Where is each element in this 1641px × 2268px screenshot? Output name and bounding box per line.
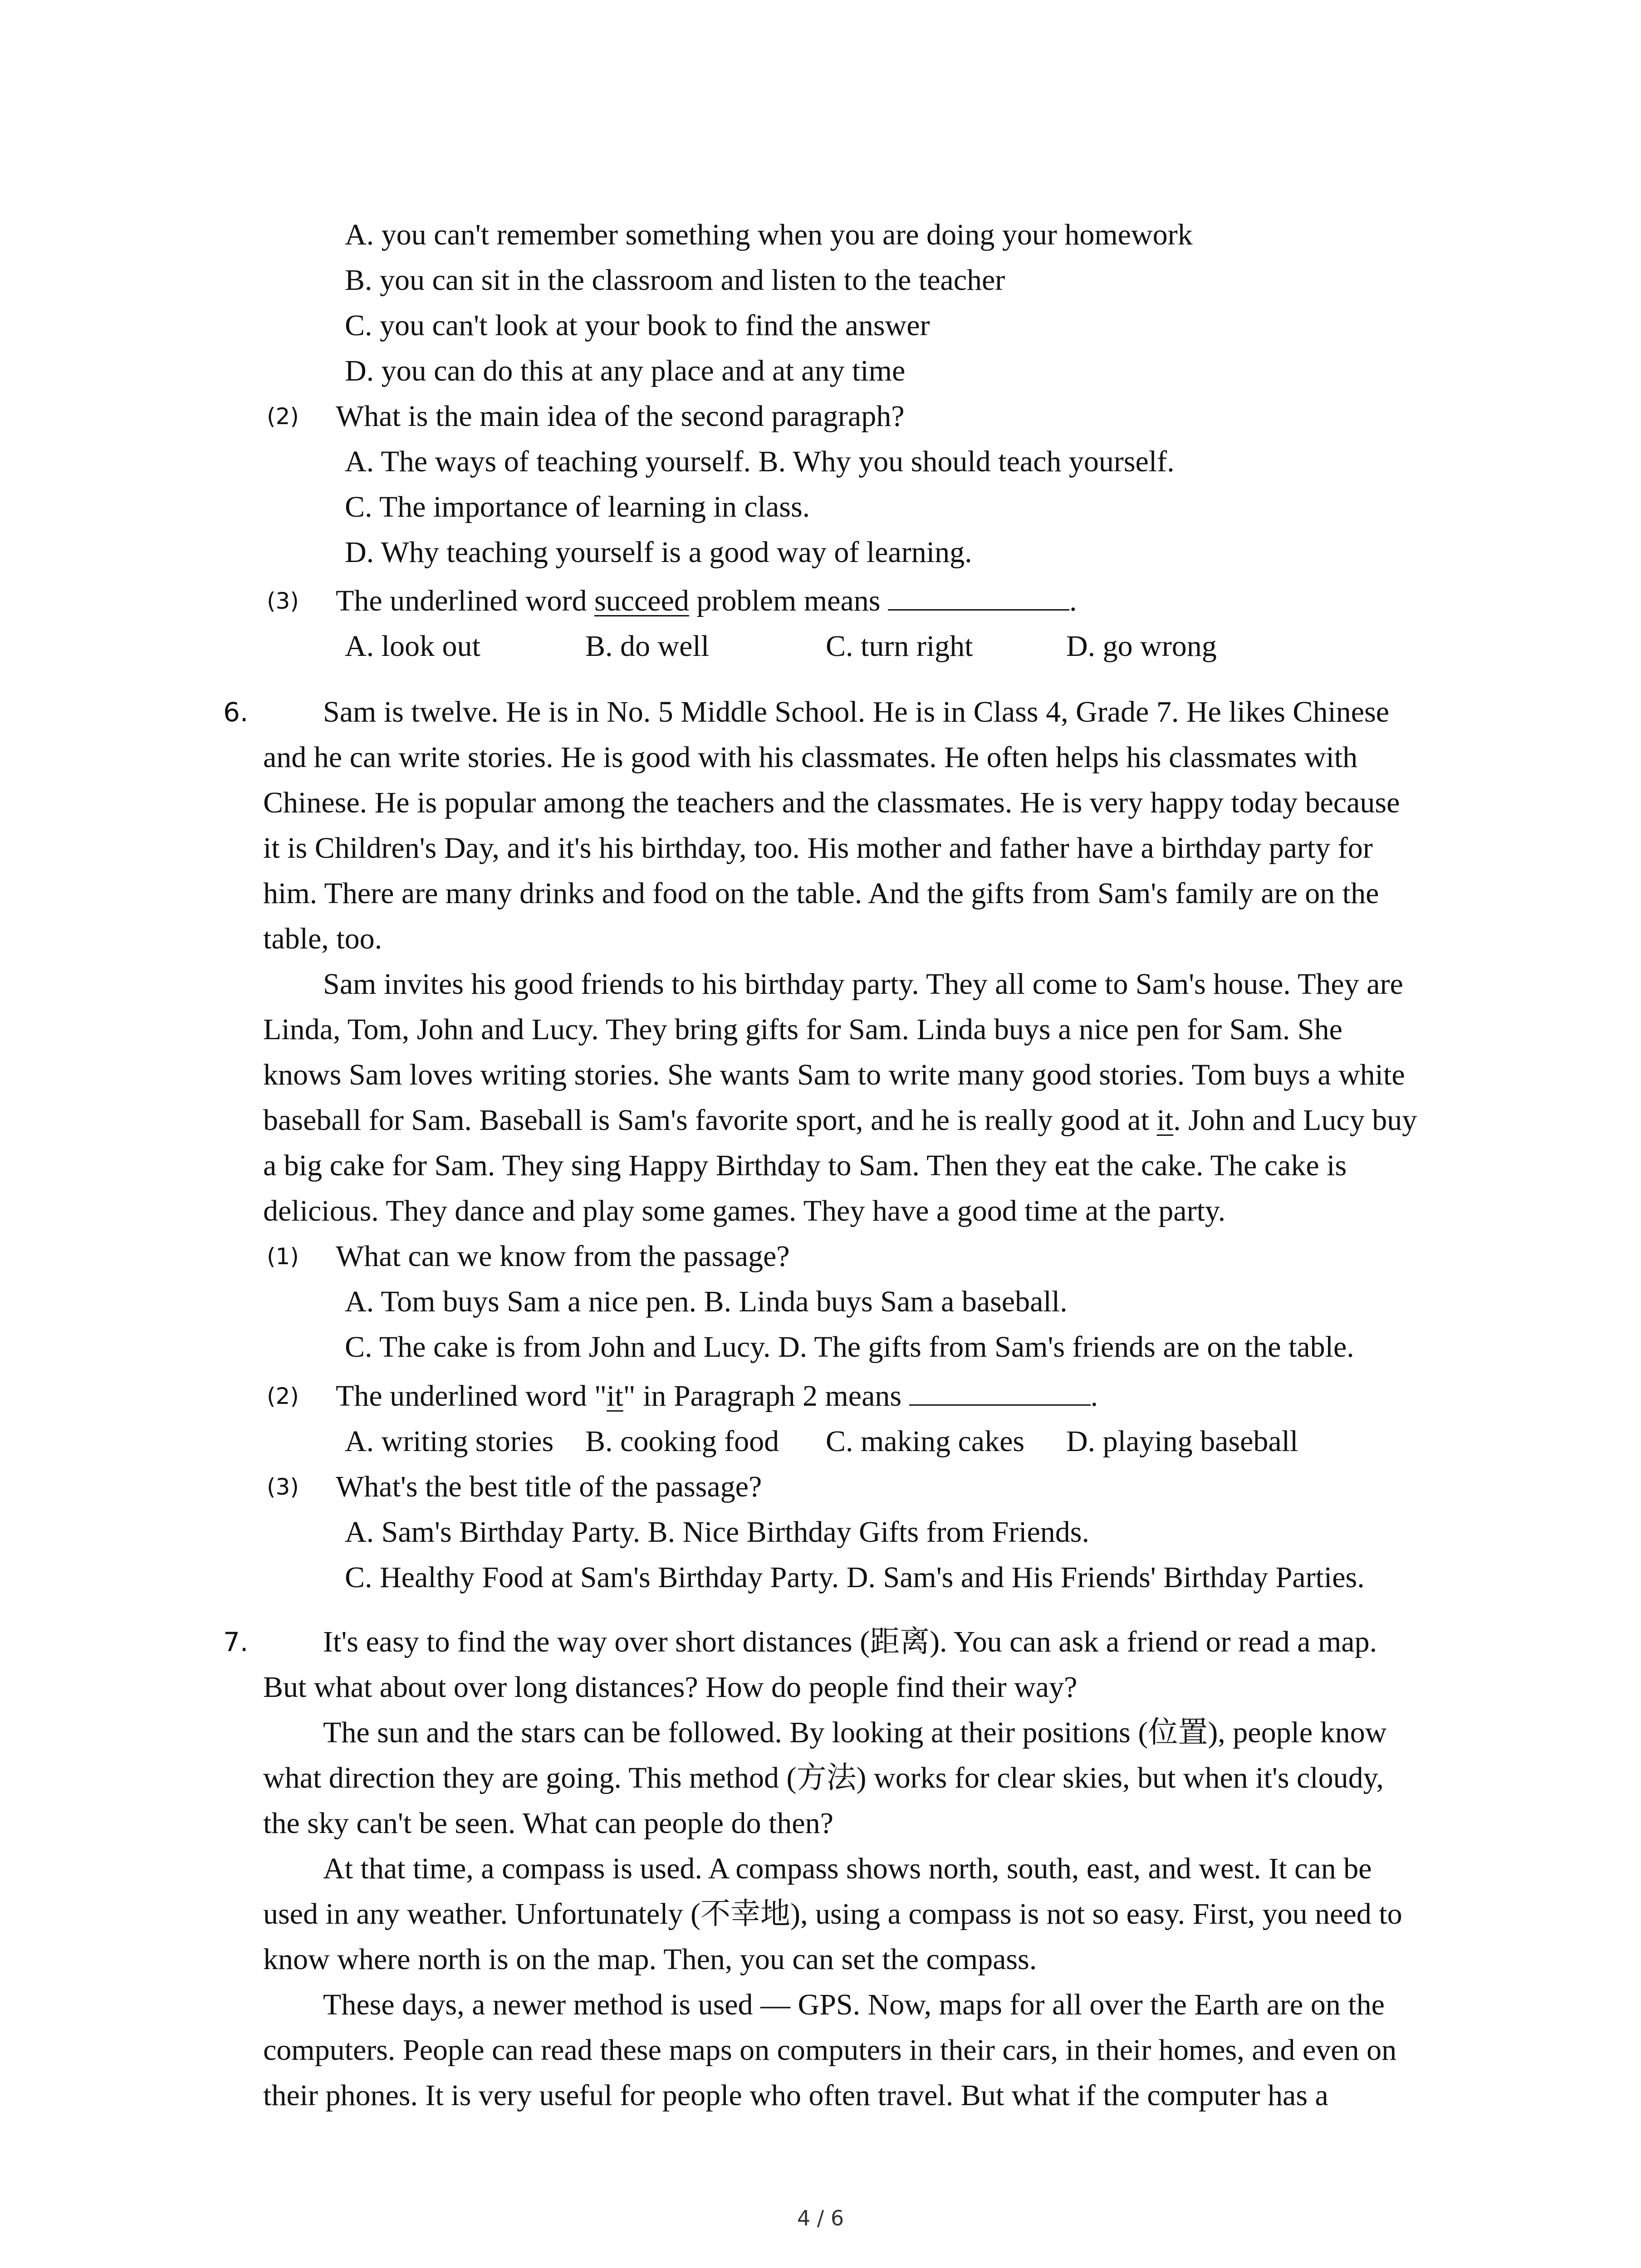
q7-passage-line-9: These days, a newer method is used — GPS. Now, maps for all over the Earth are on the xyxy=(323,1988,1385,2021)
q5-1-option-c: C. you can't look at your book to find the answer xyxy=(345,309,930,342)
underlined-it-quote: it xyxy=(606,1379,623,1413)
q6-3-options-cd: C. Healthy Food at Sam's Birthday Party. D. Sam's and His Friends' Birthday Parties. xyxy=(345,1561,1365,1594)
q7-passage-line-10: computers. People can read these maps on computers in their cars, in their homes, and even on xyxy=(263,2033,1397,2067)
q7-passage-line-4: what direction they are going. This method (方法) works for clear skies, but when it's cloudy, xyxy=(263,1761,1384,1794)
q6-1-options-cd: C. The cake is from John and Lucy. D. The gifts from Sam's friends are on the table. xyxy=(345,1330,1354,1364)
q6-passage-line-3: Chinese. He is popular among the teachers and the classmates. He is very happy today because xyxy=(263,786,1400,819)
q5-3-number: (3) xyxy=(267,588,299,614)
q6-2-number: (2) xyxy=(267,1383,299,1409)
q6-passage-line-11: a big cake for Sam. They sing Happy Birthday to Sam. Then they eat the cake. The cake is xyxy=(263,1149,1347,1182)
q5-3-stem-before: The underlined word xyxy=(336,584,594,617)
q6-2-stem-before: The underlined word " xyxy=(336,1379,607,1413)
page-number: 4 / 6 xyxy=(797,2206,844,2230)
q5-2-option-d: D. Why teaching yourself is a good way of learning. xyxy=(345,536,972,569)
q6-2-option-c: C. making cakes xyxy=(826,1425,1025,1458)
q6-passage-line-6: table, too. xyxy=(263,922,382,955)
q7-passage-line-2: But what about over long distances? How do people find their way? xyxy=(263,1671,1078,1704)
q6-passage-line-12: delicious. They dance and play some games. They have a good time at the party. xyxy=(263,1194,1226,1227)
q6-2-option-d: D. playing baseball xyxy=(1066,1425,1298,1458)
q5-1-option-a: A. you can't remember something when you are doing your homework xyxy=(345,218,1193,251)
q6-line10-before: baseball for Sam. Baseball is Sam's favorite sport, and he is really good at xyxy=(263,1104,1157,1137)
q6-passage-line-5: him. There are many drinks and food on the table. And the gifts from Sam's family are on the xyxy=(263,877,1379,910)
q6-3-options-ab: A. Sam's Birthday Party. B. Nice Birthday Gifts from Friends. xyxy=(345,1515,1089,1549)
q6-passage-line-2: and he can write stories. He is good with his classmates. He often helps his classmates with xyxy=(263,741,1358,774)
q5-3-option-c: C. turn right xyxy=(826,630,973,663)
q7-passage-line-5: the sky can't be seen. What can people do then? xyxy=(263,1807,833,1840)
q6-passage-line-7: Sam invites his good friends to his birthday party. They all come to Sam's house. They are xyxy=(323,968,1403,1001)
q6-passage-line-9: knows Sam loves writing stories. She wants Sam to write many good stories. Tom buys a white xyxy=(263,1058,1405,1091)
q6-1-stem: What can we know from the passage? xyxy=(336,1240,790,1273)
q5-3-option-d: D. go wrong xyxy=(1066,630,1217,663)
answer-blank xyxy=(909,1379,1091,1406)
q5-3-option-b: B. do well xyxy=(585,630,710,663)
q7-number: 7. xyxy=(223,1627,249,1657)
q6-passage-line-4: it is Children's Day, and it's his birthday, too. His mother and father have a birthday party for xyxy=(263,831,1373,865)
q5-2-option-c: C. The importance of learning in class. xyxy=(345,490,810,523)
q7-passage-line-1: It's easy to find the way over short distances (距离). You can ask a friend or read a map. xyxy=(323,1625,1377,1658)
q7-passage-line-11: their phones. It is very useful for people who often travel. But what if the computer has a xyxy=(263,2079,1328,2112)
q5-3-option-a: A. look out xyxy=(345,630,480,663)
q6-2-option-a: A. writing stories xyxy=(345,1425,554,1458)
q6-passage-line-1: Sam is twelve. He is in No. 5 Middle School. He is in Class 4, Grade 7. He likes Chinese xyxy=(323,695,1390,728)
q7-passage-line-6: At that time, a compass is used. A compass shows north, south, east, and west. It can be xyxy=(323,1852,1372,1885)
q6-2-option-b: B. cooking food xyxy=(585,1425,779,1458)
q5-2-stem: What is the main idea of the second paragraph? xyxy=(336,400,905,433)
underlined-word: succeed xyxy=(594,584,689,617)
q7-passage-line-3: The sun and the stars can be followed. By looking at their positions (位置), people know xyxy=(323,1716,1387,1749)
q7-passage-line-7: used in any weather. Unfortunately (不幸地), using a compass is not so easy. First, you need to xyxy=(263,1897,1402,1931)
q6-3-stem: What's the best title of the passage? xyxy=(336,1470,762,1503)
q7-passage-line-8: know where north is on the map. Then, you can set the compass. xyxy=(263,1943,1037,1976)
q6-passage-line-10 xyxy=(263,1102,1417,1139)
q5-3-stem xyxy=(336,583,1077,619)
q5-3-stem-end: . xyxy=(1069,584,1077,617)
q5-1-option-d: D. you can do this at any place and at any time xyxy=(345,354,906,387)
q6-number: 6. xyxy=(223,697,249,728)
q6-3-number: (3) xyxy=(267,1474,299,1500)
q6-1-options-ab: A. Tom buys Sam a nice pen. B. Linda buys Sam a baseball. xyxy=(345,1285,1068,1318)
q6-2-stem-after: " in Paragraph 2 means xyxy=(623,1379,902,1413)
q5-2-options-ab: A. The ways of teaching yourself. B. Why you should teach yourself. xyxy=(345,445,1175,478)
q6-passage-line-8: Linda, Tom, John and Lucy. They bring gifts for Sam. Linda buys a nice pen for Sam. She xyxy=(263,1013,1342,1046)
q5-1-option-b: B. you can sit in the classroom and listen to the teacher xyxy=(345,264,1005,297)
underlined-it: it xyxy=(1156,1104,1174,1137)
q6-2-stem xyxy=(336,1378,1098,1414)
q6-1-number: (1) xyxy=(267,1243,299,1270)
q6-line10-after: . John and Lucy buy xyxy=(1173,1104,1417,1137)
q6-2-stem-end: . xyxy=(1090,1379,1098,1413)
q5-3-stem-after: problem means xyxy=(689,584,881,617)
q5-2-number: (2) xyxy=(267,403,299,430)
answer-blank xyxy=(888,584,1069,611)
